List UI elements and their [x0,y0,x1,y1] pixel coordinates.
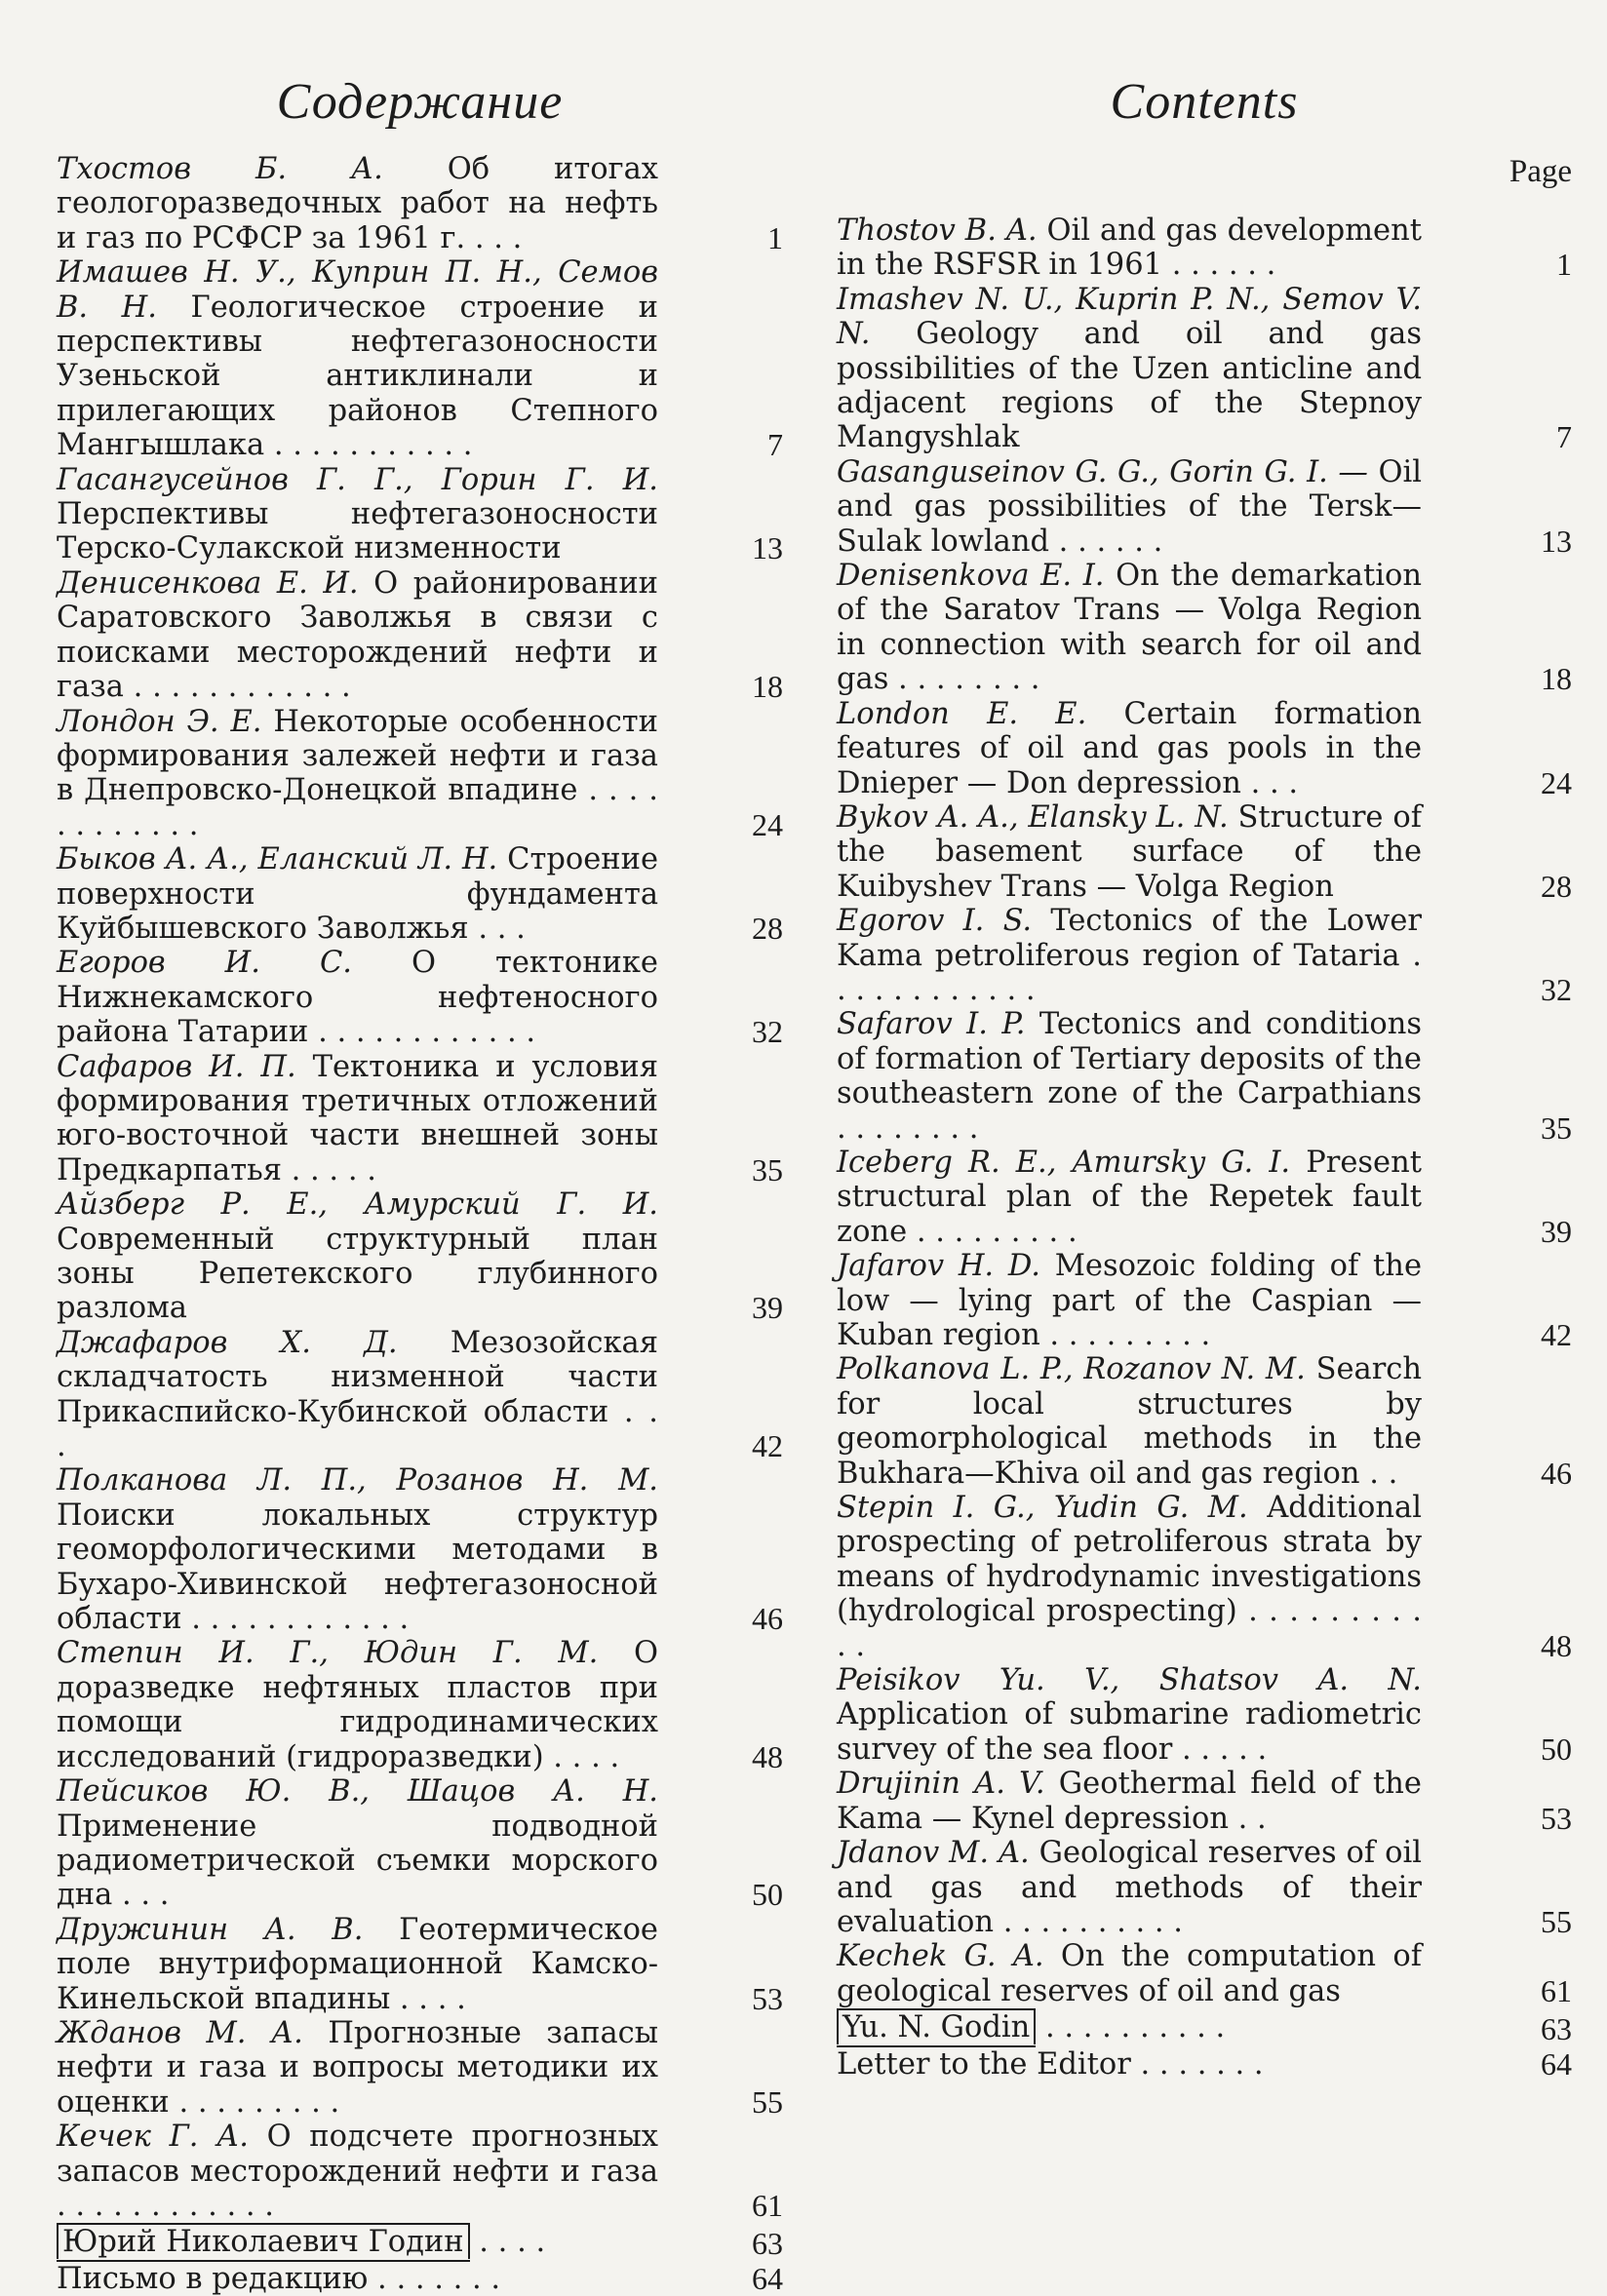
toc-entry-page-number: 50 [752,1877,783,1913]
toc-entry-title: О доразведке нефтяных пластов при помощи гидродинамических исследований (гидроразведки) . . . . [57,1636,658,1774]
toc-entry [57,255,783,462]
toc-entry [57,566,783,705]
toc-entry-authors: Imashev N. U., Kuprin P. N., Semov V. N. [837,282,1422,352]
english-contents-heading: Contents [1110,74,1299,130]
toc-entry-text [837,697,1494,800]
toc-entry-title: О районировании Саратовского Заволжья в связи с поисками месторождений нефти и газа . . . . . . . . . . . . [57,565,658,705]
toc-entry-title: Юрий Николаевич Годин [57,2225,470,2259]
toc-entry-authors: Jdanov M. A. [837,1836,1030,1871]
toc-entry [837,1836,1572,1939]
page-column-label: Page [1509,154,1572,189]
toc-entry-text [837,1146,1494,1249]
toc-entry-page-number: 50 [1541,1731,1572,1767]
toc-entry [57,1050,783,1188]
toc-entry-page-number: 61 [1541,1972,1572,2008]
toc-entry-text [57,705,725,843]
toc-entry-authors: Лондон Э. Е. [57,704,262,739]
toc-entry-text [57,566,725,705]
toc-entry-title: Тектоника и условия формирования третичных отложений юго-восточной части внешней зоны Предкарпатья . . . . . [57,1049,658,1187]
toc-entry-page-number: 7 [767,427,783,463]
toc-entry-title: Structure of the basement surface of the Kuibyshev Trans — Volga Region [837,799,1422,904]
toc-entry-text [837,559,1494,697]
toc-entry-page-number: 55 [752,2083,783,2120]
toc-entry-text [837,1007,1494,1146]
toc-entry-page-number: 53 [752,1980,783,2016]
toc-entry [837,697,1572,800]
toc-entry [837,1146,1572,1249]
toc-entry-authors: Имашев Н. У., Куприн П. Н., Семов В. Н. [57,255,658,325]
toc-entry [837,904,1572,1007]
toc-entry-text [57,1463,725,1636]
toc-entry-page-number: 48 [1541,1627,1572,1663]
toc-entry-title: О подсчете прогнозных запасов месторождений нефти и газа . . . . . . . . . . . . [57,2120,658,2223]
toc-entry-title: Строение поверхности фундамента Куйбышевского Заволжья . . . [57,842,658,946]
toc-entry-authors: Айзберг Р. Е., Амурский Г. И. [57,1187,658,1223]
toc-entry-authors: Полканова Л. П., Розанов Н. М. [57,1463,658,1498]
toc-entry-page-number: 46 [1541,1455,1572,1491]
toc-entry-title: Present structural plan of the Repetek fault zone . . . . . . . . . [837,1145,1422,1249]
toc-entry-page-number: 7 [1556,419,1572,455]
toc-entry [837,455,1572,559]
toc-entry-page-number: 46 [752,1601,783,1637]
toc-entry-page-number: 24 [752,806,783,842]
toc-entry-page-number: 39 [1541,1213,1572,1249]
toc-entry-page-number: 18 [1541,661,1572,697]
toc-entry-text [837,904,1494,1007]
toc-entry [837,1491,1572,1663]
toc-entry-page-number: 1 [1556,247,1572,283]
toc-entry-title: Некоторые особенности формирования залежей нефти и газа в Днепровско-Донецкой впадине . . . . . . . . . . . . [57,704,658,842]
toc-entry-authors: Denisenkova E. I. [837,559,1105,594]
toc-entry-authors: Гасангусейнов Г. Г., Горин Г. И. [57,462,658,497]
toc-entry-title: Перспективы нефтегазоносности Терско-Сулакской низменности [57,497,658,566]
toc-entry [57,1463,783,1636]
toc-entry-text [57,1913,725,2016]
toc-entry-authors: Жданов М. А. [57,2015,303,2050]
toc-entry-authors: Быков А. А., Еланский Л. Н. [57,842,498,877]
toc-entry-text [837,1663,1494,1767]
toc-entry-text [837,1491,1494,1663]
toc-entry-title: Применение подводной радиометрической съемки морского дна . . . [57,1809,658,1913]
toc-entry-page-number: 28 [752,910,783,946]
russian-contents-heading: Содержание [276,74,564,130]
toc-entry-title: Search for local structures by geomorphological methods in the Bukhara—Khiva oil and gas region . . [837,1352,1422,1491]
toc-entry-authors: Bykov A. A., Elansky L. N. [837,799,1229,835]
toc-entry-title: Об итогах геологоразведочных работ на нефть и газ по РСФСР за 1961 г. . . . [57,152,658,255]
toc-entry-authors: London E. E. [837,696,1087,731]
russian-toc-list [57,152,783,2296]
toc-entry-title: On the computation of geological reserves of oil and gas [837,1939,1422,2008]
toc-entry [837,1249,1572,1352]
toc-entry-page-number: 64 [752,2260,783,2296]
toc-entry-title: Tectonics and conditions of formation of Tertiary deposits of the southeastern zone of the Carpathians . . . . . . . . [837,1007,1422,1146]
toc-entry-text [837,283,1494,455]
toc-entry-page-number: 39 [752,1290,783,1326]
toc-entry-page-number: 42 [752,1428,783,1464]
toc-entry-text [57,2262,725,2296]
toc-entry [837,2008,1572,2046]
toc-entry-text [837,1836,1494,1939]
toc-entry-text [57,1326,725,1464]
toc-entry [837,800,1572,904]
toc-entry-page-number: 53 [1541,1800,1572,1836]
toc-entry-page-number: 18 [752,669,783,705]
toc-entry-page-number: 32 [752,1014,783,1050]
toc-entry-title: Additional prospecting of petroliferous strata by means of hydrodynamic investigations (hydrological prospecting) . . . . . . . . . . . [837,1491,1422,1663]
toc-entry [837,1939,1572,2008]
toc-entry-text [837,1249,1494,1352]
toc-entry-title: Мезозойская складчатость низменной части Прикаспийско-Кубинской области . . . [57,1325,658,1464]
toc-entry-authors: Stepin I. G., Yudin G. M. [837,1491,1248,1526]
toc-entry [57,2262,783,2296]
toc-entry-title: Геотермическое поле внутриформационной Камско-Кинельской впадины . . . . [57,1912,658,2016]
toc-entry-page-number: 55 [1541,1903,1572,1939]
toc-entry-text [57,842,725,946]
toc-entry [57,2223,783,2261]
toc-entry [57,2120,783,2223]
toc-entry-title: Геологическое строение и перспективы нефтегазоносности Узеньской антиклинали и прилегающих районов Степного Мангышлака . . . . . . . . . . . [57,290,658,463]
toc-entry-authors: Gasanguseinov G. G., Gorin G. I. — [837,454,1368,489]
toc-entry [57,842,783,946]
toc-entry-text [57,152,725,255]
toc-entry-page-number: 48 [752,1738,783,1774]
toc-entry [57,152,783,255]
english-toc-list [837,214,1572,2082]
toc-entry-title: Современный структурный план зоны Репетекского глубинного разлома [57,1222,658,1326]
memorial-box [57,2223,470,2261]
toc-entry-title: Поиски локальных структур геоморфологическими методами в Бухаро-Хивинской нефтегазоносной области . . . . . . . . . . . . [57,1498,658,1637]
toc-entry-text [57,1187,725,1326]
toc-entry-title: Прогнозные запасы нефти и газа и вопросы методики их оценки . . . . . . . . . [57,2015,658,2120]
toc-entry-page-number: 42 [1541,1317,1572,1352]
toc-entry [837,1663,1572,1767]
toc-entry [57,1636,783,1774]
toc-entry-authors: Jafarov H. D. [837,1249,1040,1284]
toc-entry-authors: Safarov I. P. [837,1007,1026,1042]
toc-entry-title: Application of submarine radiometric survey of the sea floor . . . . . [837,1697,1422,1767]
toc-entry-title: О тектонике Нижнекамского нефтеносного района Татарии . . . . . . . . . . . . [57,946,658,1050]
toc-entry-text [57,946,725,1049]
toc-entry-text [57,255,725,462]
toc-entry-authors: Степин И. Г., Юдин Г. М. [57,1636,599,1671]
toc-entry-authors: Егоров И. С. [57,946,352,981]
toc-entry-authors: Денисенкова Е. И. [57,565,359,601]
toc-entry-text [837,1352,1494,1491]
toc-entry [57,1774,783,1913]
toc-entry [57,946,783,1049]
toc-entry [837,214,1572,283]
toc-entry-text [837,455,1494,559]
toc-entry-text [57,1636,725,1774]
toc-entry-text [57,2223,725,2261]
toc-entry [57,463,783,566]
toc-entry-authors: Пейсиков Ю. В., Шацов А. Н. [57,1774,658,1810]
toc-entry-title: Письмо в редакцию . . . . . . . [57,2261,501,2296]
toc-entry [837,283,1572,455]
toc-entry-title: Mesozoic folding of the low — lying part of the Caspian — Kuban region . . . . . . . . . [837,1249,1422,1352]
toc-entry-authors: Iceberg R. E., Amursky G. I. [837,1145,1291,1180]
toc-entry [837,1007,1572,1146]
toc-entry-text [57,1774,725,1913]
memorial-box [837,2008,1036,2046]
toc-entry-title: Letter to the Editor . . . . . . . [837,2046,1264,2082]
toc-entry [57,1326,783,1464]
toc-entry-title: Geothermal field of the Kama — Kynel depression . . [837,1767,1422,1836]
toc-entry-title: Oil and gas possibilities of the Tersk—Sulak lowland . . . . . . [837,454,1422,559]
toc-entry-authors: Кечек Г. А. [57,2120,249,2155]
toc-entry-page-number: 1 [767,219,783,255]
toc-entry-page-number: 63 [1541,2011,1572,2047]
toc-entry-title: Geological reserves of oil and gas and methods of their evaluation . . . . . . . . . . [837,1836,1422,1939]
toc-entry [837,1352,1572,1491]
toc-entry-authors: Джафаров Х. Д. [57,1325,398,1360]
toc-entry-authors: Polkanova L. P., Rozanov N. M. [837,1352,1306,1387]
toc-entry-title: Tectonics of the Lower Kama petroliferous region of Tataria . . . . . . . . . . . . [837,904,1422,1007]
toc-entry-text [837,2008,1494,2046]
toc-entry-page-number: 61 [752,2187,783,2223]
toc-entry [57,2016,783,2120]
toc-entry-text [837,800,1494,904]
toc-entry-page-number: 64 [1541,2045,1572,2082]
toc-entry-title: Certain formation features of oil and gas pools in the Dnieper — Don depression . . . [837,696,1422,800]
toc-entry [57,1913,783,2016]
toc-entry-text [837,1767,1494,1836]
toc-entry-authors: Kechek G. A. [837,1939,1044,1974]
toc-entry-leader: . . . . . . . . . . [1036,2010,1226,2045]
toc-entry-authors: Egorov I. S. [837,904,1033,939]
toc-entry-title: Geology and oil and gas possibilities of the Uzen anticline and adjacent regions of the Stepnoy Mangyshlak [837,317,1422,455]
toc-entry-authors: Тхостов Б. А. [57,152,383,186]
toc-entry-authors: Сафаров И. П. [57,1049,296,1084]
toc-entry-page-number: 63 [752,2226,783,2262]
toc-entry [57,705,783,843]
toc-entry-text [57,463,725,566]
toc-entry-authors: Thostov B. A. [837,214,1038,248]
toc-entry-page-number: 35 [1541,1109,1572,1146]
toc-entry-page-number: 28 [1541,868,1572,904]
toc-entry-text [57,2016,725,2120]
toc-entry-page-number: 32 [1541,971,1572,1007]
toc-entry-page-number: 13 [1541,523,1572,559]
toc-entry [837,2047,1572,2082]
toc-entry-authors: Drujinin A. V. [837,1767,1045,1802]
toc-entry-title: On the demarkation of the Saratov Trans — Volga Region in connection with search for oil and gas . . . . . . . . [837,559,1422,697]
toc-entry [57,1187,783,1326]
toc-entry [837,559,1572,697]
toc-entry-text [57,2120,725,2223]
toc-entry-text [57,1050,725,1188]
toc-entry-authors: Дружинин А. В. [57,1912,364,1947]
toc-entry [837,1767,1572,1836]
toc-entry-text [837,1939,1494,2008]
toc-entry-page-number: 24 [1541,764,1572,800]
toc-entry-title: Oil and gas development in the RSFSR in 1961 . . . . . . [837,214,1422,283]
toc-entry-text [837,2047,1494,2082]
toc-entry-page-number: 35 [752,1151,783,1187]
toc-entry-title: Yu. N. Godin [837,2010,1036,2044]
toc-entry-text [837,214,1494,283]
toc-entry-leader: . . . . [469,2225,546,2260]
toc-entry-page-number: 13 [752,530,783,566]
toc-entry-authors: Peisikov Yu. V., Shatsov A. N. [837,1663,1422,1698]
